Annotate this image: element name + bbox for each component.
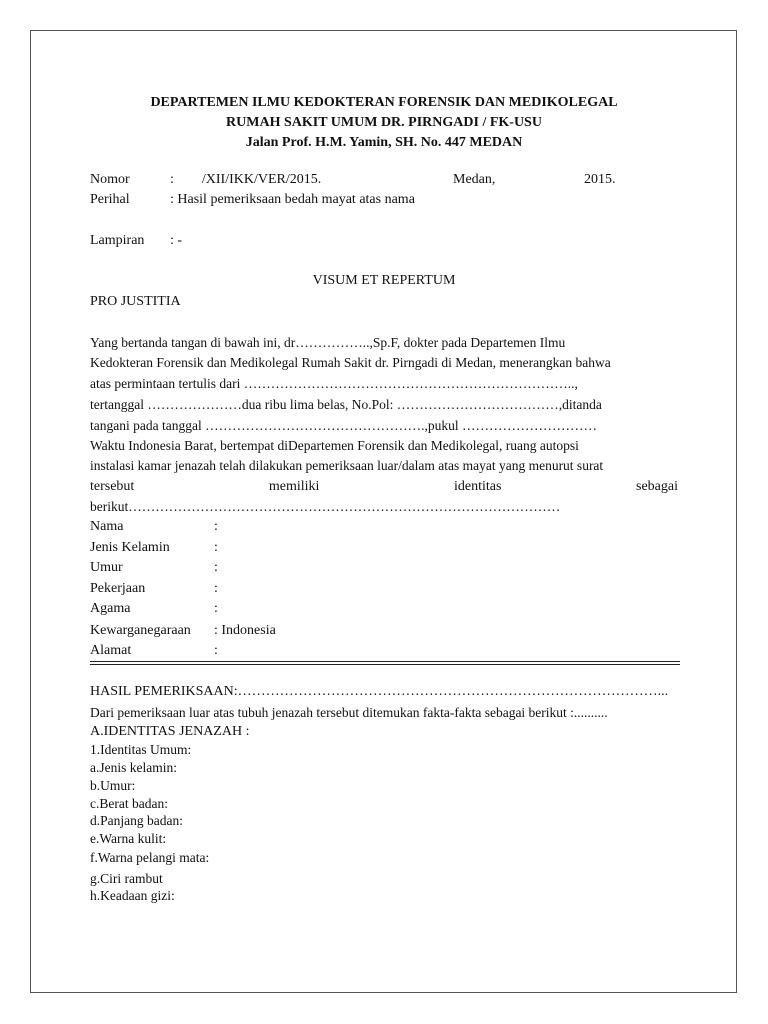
identity-value: : Indonesia <box>214 623 276 638</box>
identity-label: Kewarganegaraan <box>90 623 191 638</box>
body-line: tangani pada tanggal ………………………………………….,pukul ………………………… <box>90 418 597 433</box>
hasil-item: c.Berat badan: <box>90 796 168 811</box>
identity-label: Agama <box>90 601 131 616</box>
body-word: tersebut <box>90 479 135 494</box>
body-line: Kedokteran Forensik dan Medikolegal Rumah Sakit dr. Pirngadi di Medan, menerangkan bahwa <box>90 355 611 370</box>
identity-label: Pekerjaan <box>90 581 146 596</box>
perihal-value: : Hasil pemeriksaan bedah mayat atas nama <box>170 192 415 207</box>
body-word: identitas <box>454 479 502 494</box>
hasil-item: g.Ciri rambut <box>90 871 163 886</box>
document-title: VISUM ET REPERTUM <box>312 273 456 288</box>
body-line-justified <box>90 479 678 495</box>
hasil-item: a.Jenis kelamin: <box>90 760 177 775</box>
lampiran-value: : - <box>170 233 183 248</box>
lampiran-label: Lampiran <box>90 233 145 248</box>
hasil-item: h.Keadaan gizi: <box>90 888 175 903</box>
identity-label: Alamat <box>90 643 132 658</box>
identity-value: : <box>214 601 218 616</box>
divider-rule <box>90 661 680 662</box>
letterhead-line-2: RUMAH SAKIT UMUM DR. PIRNGADI / FK-USU <box>226 115 542 130</box>
letterhead-line-1: DEPARTEMEN ILMU KEDOKTERAN FORENSIK DAN MEDIKOLEGAL <box>150 95 618 110</box>
identity-label: Umur <box>90 560 123 575</box>
body-line: instalasi kamar jenazah telah dilakukan pemeriksaan luar/dalam atas mayat yang menurut surat <box>90 458 604 473</box>
identity-value: : <box>214 540 218 555</box>
hasil-item: e.Warna kulit: <box>90 831 167 846</box>
body-line: Waktu Indonesia Barat, bertempat diDepartemen Forensik dan Medikolegal, ruang autopsi <box>90 438 579 453</box>
identity-value: : <box>214 560 218 575</box>
identity-label: Jenis Kelamin <box>90 540 170 555</box>
letterhead-line-3: Jalan Prof. H.M. Yamin, SH. No. 447 MEDAN <box>245 135 523 150</box>
hasil-item: d.Panjang badan: <box>90 813 183 828</box>
identity-value: : <box>214 581 218 596</box>
perihal-label: Perihal <box>90 192 130 207</box>
body-word: memiliki <box>268 479 320 494</box>
hasil-item: 1.Identitas Umum: <box>90 742 192 757</box>
identity-value: : <box>214 519 218 534</box>
body-word: sebagai <box>636 479 678 494</box>
hasil-heading: HASIL PEMERIKSAAN:………………………………………………………………………………... <box>90 684 669 699</box>
nomor-label: Nomor <box>90 172 130 187</box>
hasil-intro: Dari pemeriksaan luar atas tubuh jenazah tersebut ditemukan fakta-fakta sebagai berikut :.......... <box>90 705 608 720</box>
divider-rule <box>90 664 680 665</box>
year-label: 2015. <box>584 172 616 187</box>
hasil-item: b.Umur: <box>90 778 136 793</box>
section-a-heading: A.IDENTITAS JENAZAH : <box>90 724 250 739</box>
nomor-value: : /XII/IKK/VER/2015. <box>170 172 322 187</box>
body-line: atas permintaan tertulis dari ……………………………………………………………….., <box>90 376 578 391</box>
hasil-item: f.Warna pelangi mata: <box>90 850 210 865</box>
body-line: tertanggal …………………dua ribu lima belas, No.Pol: ………………………………,ditanda <box>90 397 602 412</box>
identity-value: : <box>214 643 218 658</box>
identity-label: Nama <box>90 519 124 534</box>
place-label: Medan, <box>453 172 496 187</box>
body-line: berikut…………………………………………………………………………………… <box>90 499 561 514</box>
body-line: Yang bertanda tangan di bawah ini, dr……………..,Sp.F, dokter pada Departemen Ilmu <box>90 335 566 350</box>
pro-justitia: PRO JUSTITIA <box>90 294 181 309</box>
